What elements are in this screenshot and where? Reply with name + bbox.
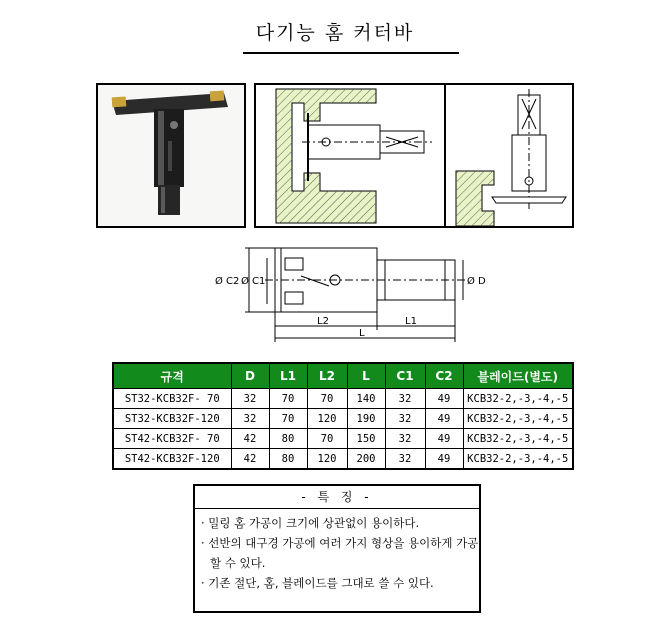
list-item: · 선반의 대구경 가공에 여러 가지 형상을 용이하게 가공할 수 있다. bbox=[201, 536, 479, 570]
table-cell: 42 bbox=[231, 449, 269, 470]
table-cell: 49 bbox=[425, 389, 463, 409]
dim-l2-label: L2 bbox=[317, 316, 329, 327]
cutter-bar-photo bbox=[98, 85, 244, 226]
table-cell: 32 bbox=[385, 409, 425, 429]
dim-l-label: L bbox=[359, 328, 365, 339]
dim-c1-label: Ø C1 bbox=[241, 276, 266, 287]
table-cell: 32 bbox=[231, 409, 269, 429]
table-cell: 200 bbox=[347, 449, 385, 470]
table-cell: 80 bbox=[269, 429, 307, 449]
table-cell: 42 bbox=[231, 429, 269, 449]
table-cell: 70 bbox=[269, 389, 307, 409]
table-cell: 120 bbox=[307, 409, 347, 429]
table-cell: ST32-KCB32F- 70 bbox=[113, 389, 231, 409]
header-cell: L2 bbox=[307, 363, 347, 389]
header-cell: D bbox=[231, 363, 269, 389]
table-row bbox=[113, 409, 573, 429]
product-photo bbox=[96, 83, 246, 228]
table-cell: ST32-KCB32F-120 bbox=[113, 409, 231, 429]
header-cell: C2 bbox=[425, 363, 463, 389]
table-cell: 70 bbox=[307, 429, 347, 449]
table-cell: 70 bbox=[269, 409, 307, 429]
page-title: 다기능 홈 커터바 bbox=[255, 22, 415, 44]
table-cell: 32 bbox=[385, 429, 425, 449]
features-list bbox=[201, 513, 479, 593]
table-cell: ST42-KCB32F-120 bbox=[113, 449, 231, 470]
table-cell: KCB32-2,-3,-4,-5 bbox=[463, 409, 573, 429]
diagram-divider bbox=[444, 83, 446, 228]
table-cell: 140 bbox=[347, 389, 385, 409]
table-cell: 190 bbox=[347, 409, 385, 429]
usage-diagram bbox=[254, 83, 574, 228]
title-underline bbox=[243, 52, 459, 54]
header-cell: C1 bbox=[385, 363, 425, 389]
dim-l1-label: L1 bbox=[405, 316, 417, 327]
header-cell: L bbox=[347, 363, 385, 389]
table-cell: 49 bbox=[425, 429, 463, 449]
header-cell: 규격 bbox=[113, 363, 231, 389]
table-cell: 70 bbox=[307, 389, 347, 409]
list-item: · 기존 절단, 홈, 블레이드를 그대로 쓸 수 있다. bbox=[201, 576, 434, 590]
table-header-row bbox=[113, 363, 573, 389]
table-cell: 49 bbox=[425, 449, 463, 470]
dimension-drawing bbox=[205, 238, 505, 348]
dim-c2-label: Ø C2 bbox=[215, 276, 240, 287]
header-cell: L1 bbox=[269, 363, 307, 389]
table-row bbox=[113, 449, 573, 470]
usage-drawings bbox=[256, 85, 572, 226]
table-cell: KCB32-2,-3,-4,-5 bbox=[463, 389, 573, 409]
table-cell: 120 bbox=[307, 449, 347, 470]
table-cell: 32 bbox=[385, 449, 425, 470]
table-row bbox=[113, 429, 573, 449]
table-cell: 49 bbox=[425, 409, 463, 429]
table-cell: 32 bbox=[231, 389, 269, 409]
table-cell: 150 bbox=[347, 429, 385, 449]
dim-d-label: Ø D bbox=[467, 276, 486, 287]
table-cell: 80 bbox=[269, 449, 307, 470]
header-cell: 블레이드(별도) bbox=[463, 363, 573, 389]
table-cell: ST42-KCB32F- 70 bbox=[113, 429, 231, 449]
table-cell: KCB32-2,-3,-4,-5 bbox=[463, 429, 573, 449]
features-heading: - 특 징 - bbox=[195, 486, 479, 509]
table-cell: KCB32-2,-3,-4,-5 bbox=[463, 449, 573, 470]
table-row bbox=[113, 389, 573, 409]
table-cell: 32 bbox=[385, 389, 425, 409]
list-item: · 밀링 홈 가공이 크기에 상관없이 용이하다. bbox=[201, 516, 420, 530]
spec-table bbox=[112, 362, 574, 470]
features-box bbox=[193, 484, 481, 613]
